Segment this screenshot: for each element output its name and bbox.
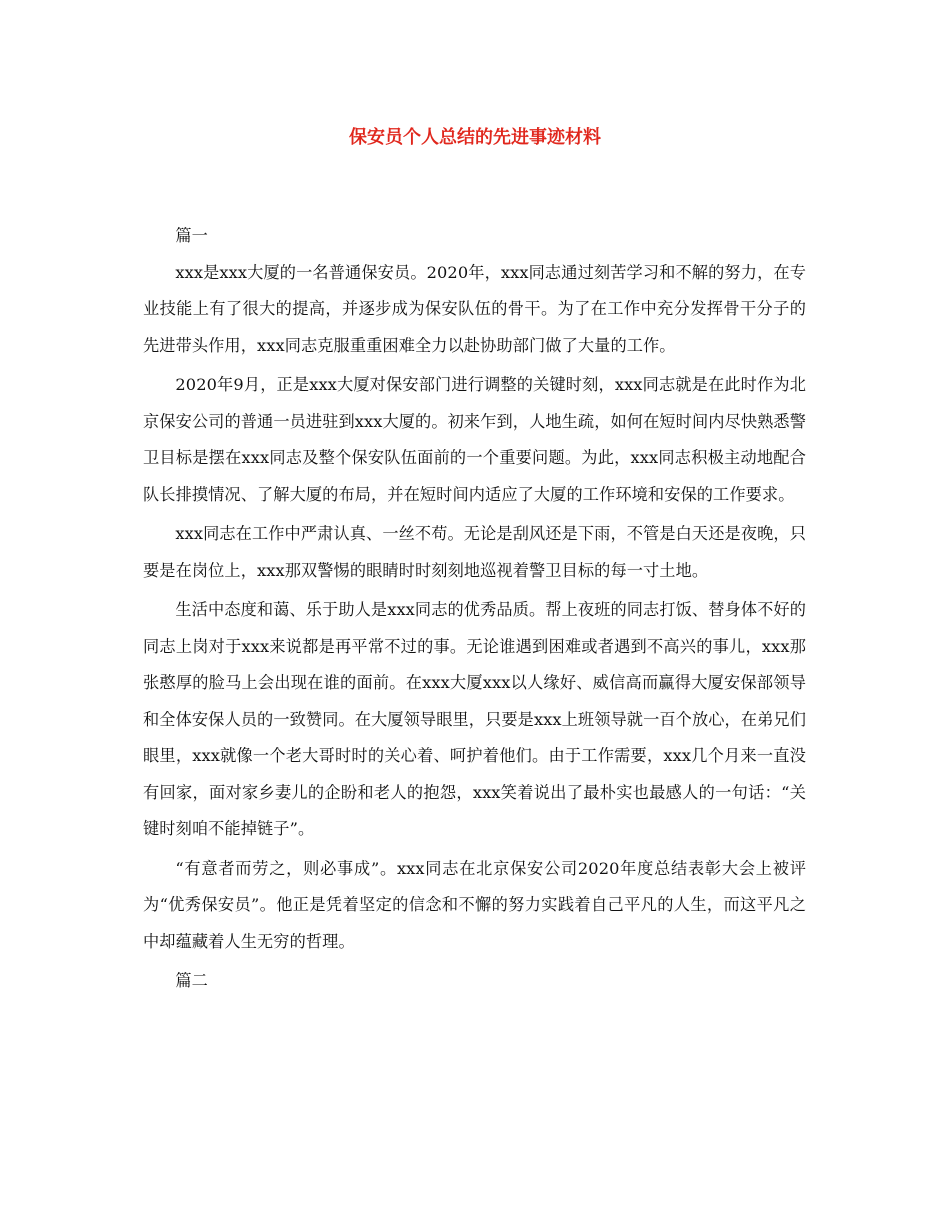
paragraph: xxx同志在工作中严肃认真、一丝不苟。无论是刮风还是下雨，不管是白天还是夜晚，只要是在岗位上，xxx那双警惕的眼睛时时刻刻地巡视着警卫目标的每一寸土地。	[143, 524, 806, 580]
section-heading: 篇一	[175, 226, 208, 245]
document-body	[143, 218, 806, 1000]
paragraph: “有意者而劳之，则必事成”。xxx同志在北京保安公司2020年度总结表彰大会上被评为“优秀保安员”。他正是凭着坚定的信念和不懈的努力实践着自己平凡的人生，而这平凡之中却蕴藏着人生无穷的哲理。	[143, 858, 806, 951]
paragraph: 2020年9月，正是xxx大厦对保安部门进行调整的关键时刻，xxx同志就是在此时作为北京保安公司的普通一员进驻到xxx大厦的。初来乍到，人地生疏，如何在短时间内尽快熟悉警卫目标是摆在xxx同志及整个保安队伍面前的一个重要问题。为此，xxx同志积极主动地配合队长排摸情况、了解大厦的布局，并在短时间内适应了大厦的工作环境和安保的工作要求。	[143, 375, 806, 504]
paragraph: xxx是xxx大厦的一名普通保安员。2020年，xxx同志通过刻苦学习和不解的努力，在专业技能上有了很大的提高，并逐步成为保安队伍的骨干。为了在工作中充分发挥骨干分子的先进带头作用，xxx同志克服重重困难全力以赴协助部门做了大量的工作。	[143, 262, 806, 355]
paragraph: 生活中态度和蔼、乐于助人是xxx同志的优秀品质。帮上夜班的同志打饭、替身体不好的同志上岗对于xxx来说都是再平常不过的事。无论谁遇到困难或者遇到不高兴的事儿，xxx那张憨厚的脸马上会出现在谁的面前。在xxx大厦xxx以人缘好、威信高而赢得大厦安保部领导和全体安保人员的一致赞同。在大厦领导眼里，只要是xxx上班领导就一百个放心，在弟兄们眼里，xxx就像一个老大哥时时的关心着、呵护着他们。由于工作需要，xxx几个月来一直没有回家，面对家乡妻儿的企盼和老人的抱怨，xxx笑着说出了最朴实也最感人的一句话：“关键时刻咱不能掉链子”。	[143, 600, 806, 838]
section-heading: 篇二	[175, 971, 208, 990]
document-title: 保安员个人总结的先进事迹材料	[349, 127, 601, 148]
